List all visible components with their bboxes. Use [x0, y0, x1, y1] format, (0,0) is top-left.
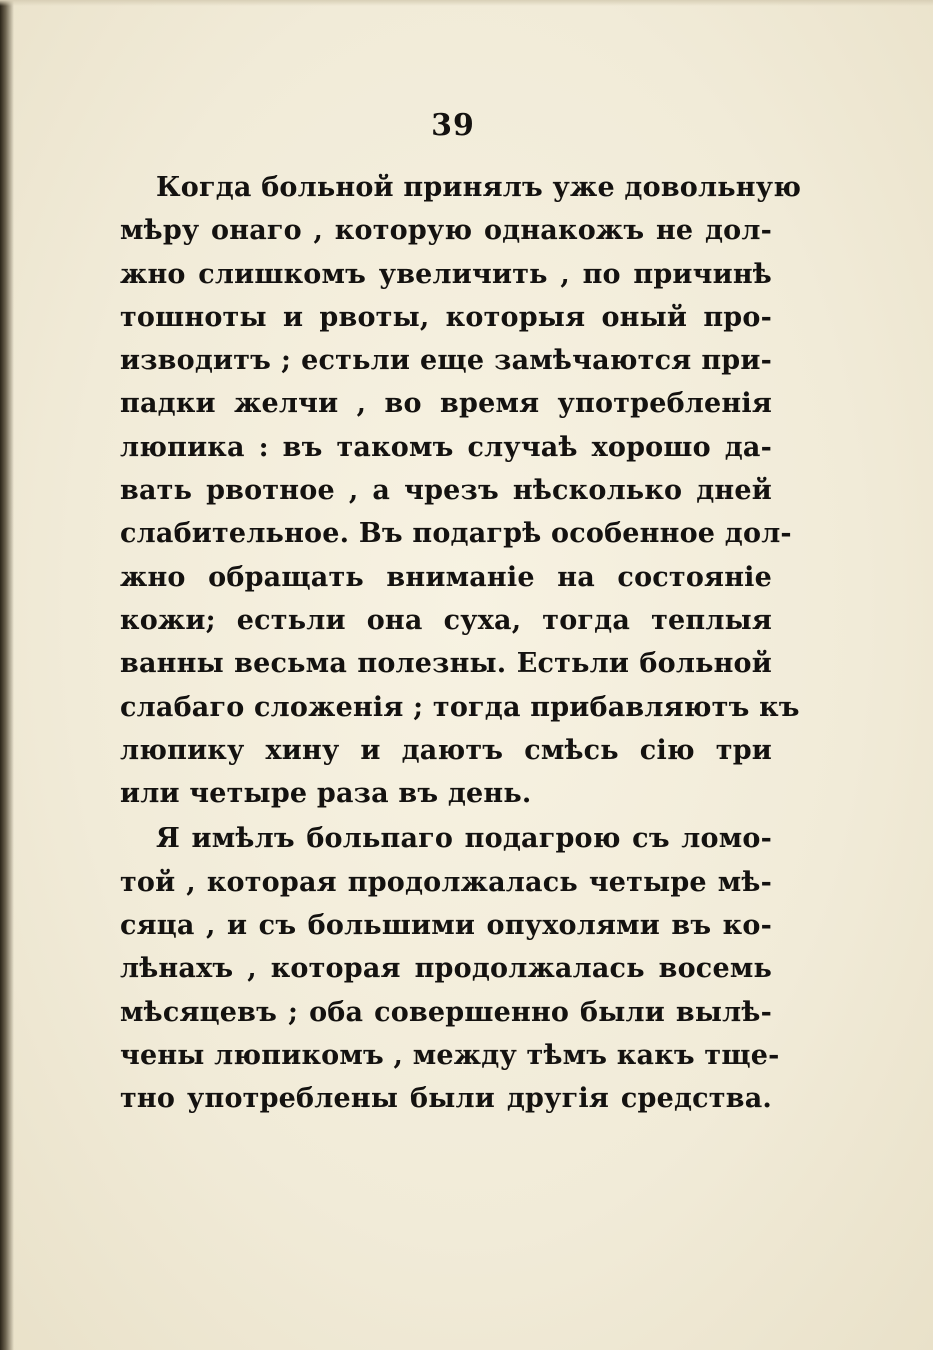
text-line: или четыре раза въ день.: [120, 778, 532, 810]
page-top-edge: [0, 0, 933, 6]
text-line: жно слишкомъ увеличить , по причинѣ: [120, 258, 772, 290]
page-number: 39: [431, 108, 475, 143]
text-line: ванны весьма полезны. Естьли больной: [120, 648, 772, 680]
text-line: мѣру онаго , которую однакожъ не дол-: [120, 215, 772, 247]
spine-shadow: [0, 0, 14, 1350]
text-line: Когда больной принялъ уже довольную: [156, 172, 802, 203]
text-line: сяца , и съ большими опухолями въ ко-: [120, 910, 772, 942]
text-line: жно обращать вниманіе на состояніе: [120, 561, 772, 593]
text-line: слабаго сложенія ; тогда прибавляютъ къ: [120, 691, 800, 723]
text-line: Я имѣлъ больпаго подагрою съ ломо-: [156, 823, 772, 855]
text-line: падки желчи , во время употребленія: [120, 388, 772, 420]
text-line: тно употреблены были другія средства.: [120, 1083, 772, 1115]
text-line: люпику хину и даютъ смѣсь сію три: [120, 734, 772, 766]
text-line: чены люпикомъ , между тѣмъ какъ тще-: [120, 1039, 780, 1071]
body-text: [120, 166, 802, 1121]
text-line: вать рвотное , а чрезъ нѣсколько дней: [120, 475, 772, 507]
text-line: люпика : въ такомъ случаѣ хорошо да-: [120, 431, 772, 463]
text-line: той , которая продолжалась четыре мѣ-: [120, 866, 772, 898]
text-line: слабительное. Въ подагрѣ особенное дол-: [120, 518, 792, 550]
text-line: мѣсяцевъ ; оба совершенно были вылѣ-: [120, 996, 772, 1028]
paragraph-2: [120, 817, 780, 1120]
text-line: кожи; естьли она суха, тогда теплыя: [120, 604, 772, 636]
text-line: изводитъ ; естьли еще замѣчаются при-: [120, 345, 772, 377]
text-line: тошноты и рвоты, которыя оный про-: [120, 301, 772, 333]
paragraph-1: [120, 166, 802, 815]
text-line: лѣнахъ , которая продолжалась восемь: [120, 953, 772, 985]
